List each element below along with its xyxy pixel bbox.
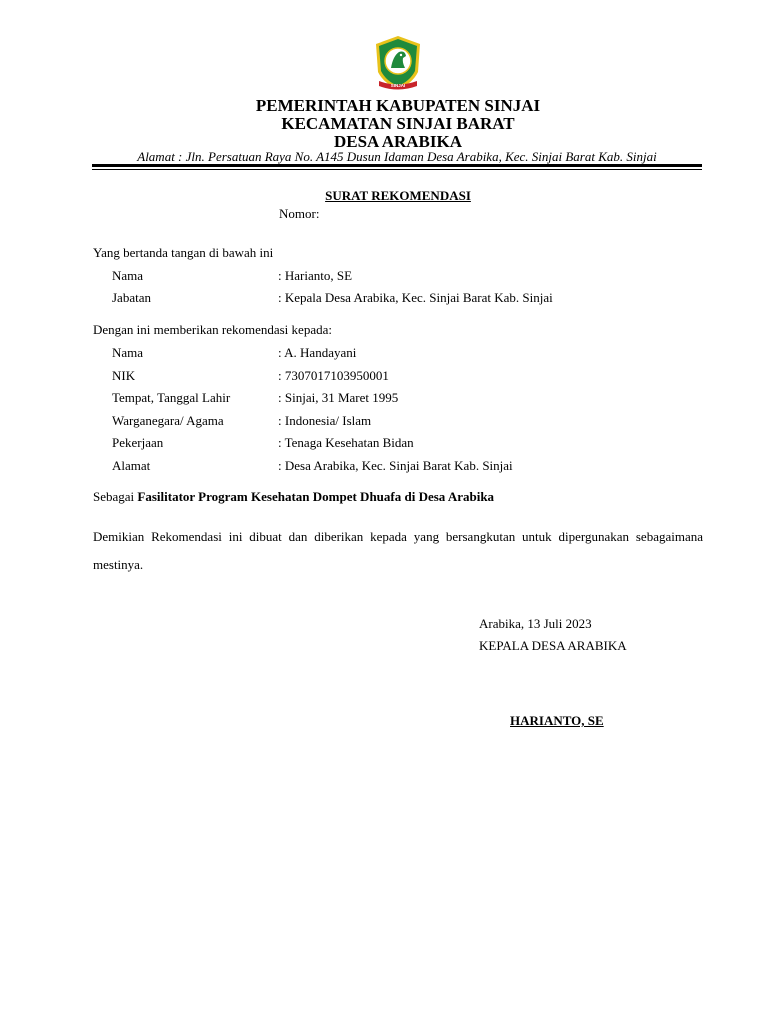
recipient-label-name: Nama — [112, 345, 144, 360]
signer-intro: Yang bertanda tangan di bawah ini — [93, 245, 274, 260]
recipient-intro: Dengan ini memberikan rekomendasi kepada: — [93, 322, 332, 337]
header-government: PEMERINTAH KABUPATEN SINJAI — [255, 96, 541, 115]
signer-label-name: Nama — [112, 268, 144, 283]
signature-name: HARIANTO, SE — [510, 713, 604, 728]
recipient-label-birth: Tempat, Tanggal Lahir — [112, 390, 231, 405]
purpose-prefix: Sebagai — [93, 489, 138, 504]
header-address: Alamat : Jln. Persatuan Raya No. A145 Dusun Idaman Desa Arabika, Kec. Sinjai Barat Kab. Sinjai — [137, 149, 657, 164]
purpose-line — [93, 489, 494, 504]
closing-paragraph: Demikian Rekomendasi ini dibuat dan diberikan kepada yang bersangkutan untuk dipergunakan sebagaimana mestinya. — [93, 529, 703, 572]
signer-value-position: : Kepala Desa Arabika, Kec. Sinjai Barat Kab. Sinjai — [278, 290, 553, 305]
signature-position: KEPALA DESA ARABIKA — [479, 638, 627, 653]
svg-text:SINJAI: SINJAI — [390, 83, 406, 88]
recipient-label-occupation: Pekerjaan — [112, 435, 164, 450]
header-village: DESA ARABIKA — [333, 132, 462, 151]
recipient-label-nik: NIK — [112, 368, 136, 383]
signer-label-position: Jabatan — [112, 290, 151, 305]
purpose-text: Fasilitator Program Kesehatan Dompet Dhuafa di Desa Arabika — [137, 489, 495, 504]
signer-value-name: : Harianto, SE — [278, 268, 353, 283]
header-divider — [92, 164, 702, 167]
header-divider-thin — [92, 169, 702, 170]
regency-emblem-icon — [372, 34, 424, 92]
recipient-value-birth: : Sinjai, 31 Maret 1995 — [278, 390, 399, 405]
recipient-value-occupation: : Tenaga Kesehatan Bidan — [278, 435, 414, 450]
recipient-value-nik: : 7307017103950001 — [278, 368, 389, 383]
header-district: KECAMATAN SINJAI BARAT — [281, 114, 515, 133]
recipient-value-address: : Desa Arabika, Kec. Sinjai Barat Kab. Sinjai — [278, 458, 513, 473]
recipient-label-address: Alamat — [112, 458, 151, 473]
recipient-value-name: : A. Handayani — [278, 345, 357, 360]
recipient-value-citizenship: : Indonesia/ Islam — [278, 413, 372, 428]
letter-number: Nomor: — [279, 206, 320, 221]
signature-place-date: Arabika, 13 Juli 2023 — [479, 616, 592, 631]
recipient-label-citizenship: Warganegara/ Agama — [112, 413, 224, 428]
letter-title: SURAT REKOMENDASI — [325, 188, 471, 203]
